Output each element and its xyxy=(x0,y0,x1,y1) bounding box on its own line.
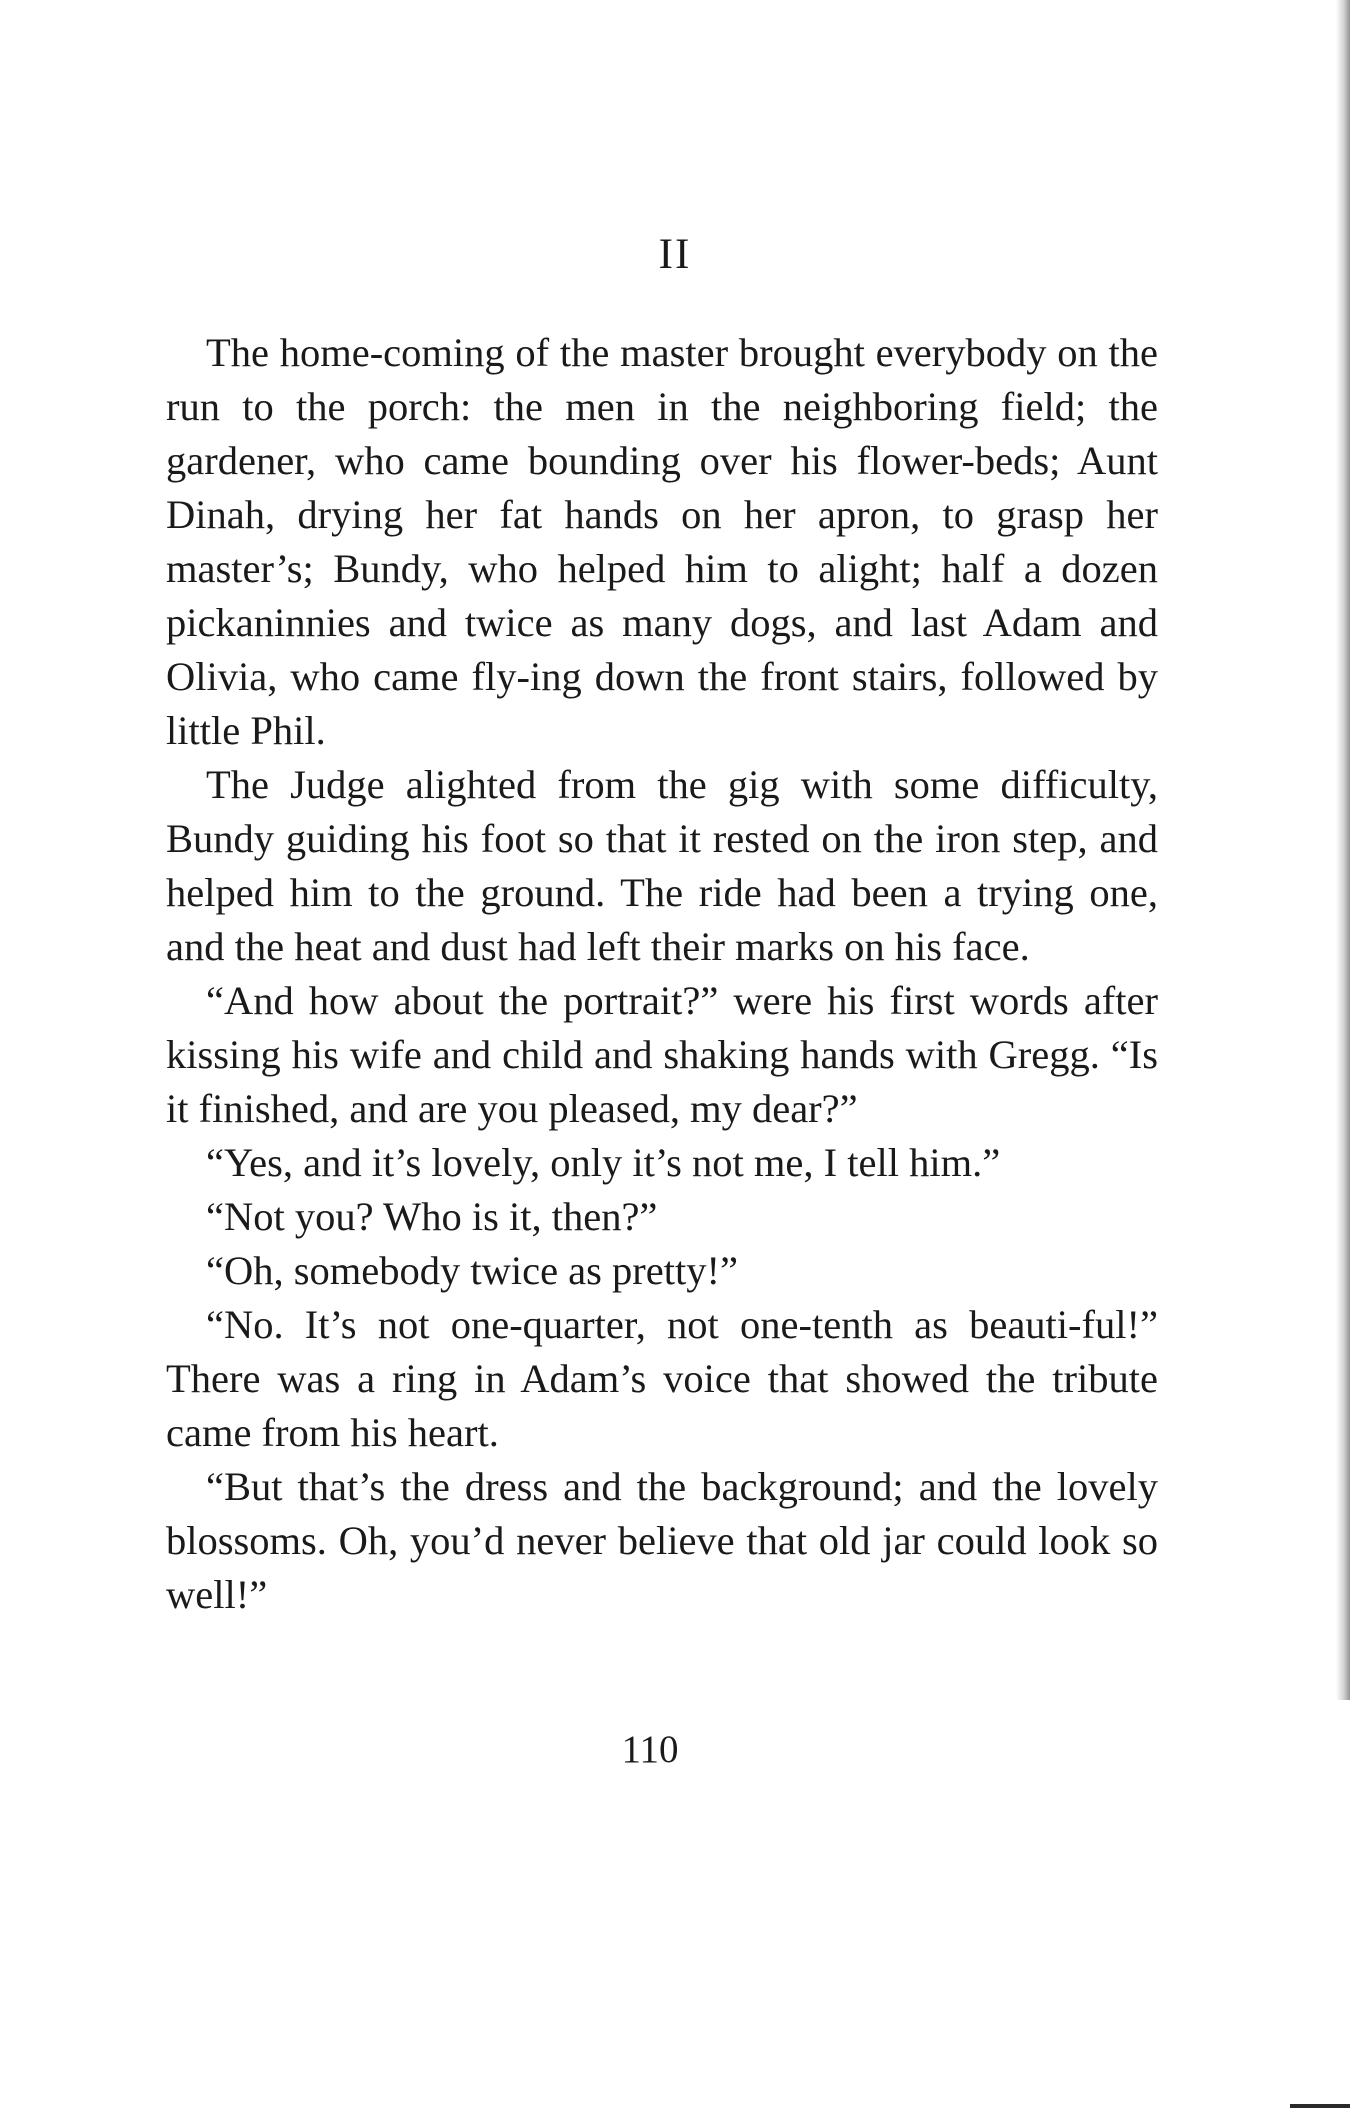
paragraph: “Oh, somebody twice as pretty!” xyxy=(206,1248,738,1293)
paragraph: “Yes, and it’s lovely, only it’s not me, I tell him.” xyxy=(206,1140,1001,1185)
paragraph: “Not you? Who is it, then?” xyxy=(206,1194,658,1239)
page-edge-mark xyxy=(1290,2104,1350,2108)
paragraph: The Judge alighted from the gig with some difficulty, Bundy guiding his foot so that it rested on the iron step, and helped him to the ground. The ride had been a trying one, and the heat and dust had left their marks on his face. xyxy=(166,762,1158,969)
paragraph: “And how about the portrait?” were his first words after kissing his wife and child and shaking hands with Gregg. “Is it finished, and are you pleased, my dear?” xyxy=(166,978,1158,1131)
paragraph: “No. It’s not one-quarter, not one-tenth as beauti-ful!” There was a ring in Adam’s voice that showed the tribute came from his heart. xyxy=(166,1302,1158,1455)
chapter-heading: II xyxy=(658,231,692,278)
body-text xyxy=(166,326,1158,1622)
paragraph: “But that’s the dress and the background; and the lovely blossoms. Oh, you’d never believe that old jar could look so well!” xyxy=(166,1464,1158,1617)
page-number: 110 xyxy=(621,1728,679,1771)
paragraph: The home-coming of the master brought everybody on the run to the porch: the men in the neighboring field; the gardener, who came bounding over his flower-beds; Aunt Dinah, drying her fat hands on her apron, to grasp her master’s; Bundy, who helped him to alight; half a dozen pickaninnies and twice as many dogs, and last Adam and Olivia, who came fly-ing down the front stairs, followed by little Phil. xyxy=(166,330,1158,753)
